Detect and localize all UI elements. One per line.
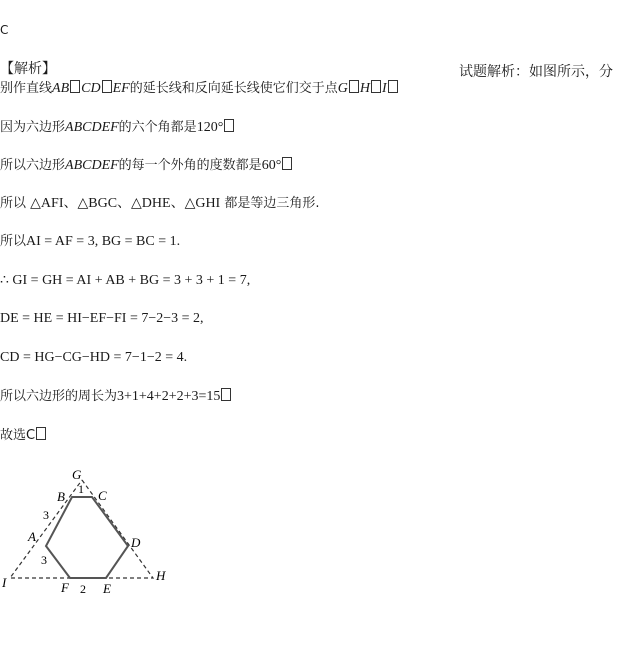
- label-i: I: [2, 575, 7, 590]
- answer-text: C: [0, 23, 9, 37]
- analysis-intro: 试题解析：如图所示，分: [459, 64, 613, 80]
- label-c: C: [98, 488, 107, 503]
- solution-line-3: 因为六边形ABCDEF的六个角都是120°: [0, 119, 235, 136]
- length-fe: 2: [80, 582, 86, 596]
- solution-line-7: ∴ GI = GH = AI + AB + BG = 3 + 3 + 1 = 7,: [0, 273, 251, 288]
- solution-line-11: 故选C: [0, 427, 47, 444]
- solution-line-4: 所以六边形ABCDEF的每一个外角的度数都是60°: [0, 157, 293, 174]
- missing-glyph-box: [282, 157, 292, 170]
- label-b: B: [57, 489, 65, 504]
- missing-glyph-box: [388, 80, 398, 93]
- solution-line-2: 别作直线AB CD EF的延长线和反向延长线使它们交于点G H I: [0, 80, 399, 97]
- solution-line-5: 所以 △AFI、△BGC、△DHE、△GHI 都是等边三角形.: [0, 196, 320, 211]
- missing-glyph-box: [349, 80, 359, 93]
- solution-line-10: 所以六边形的周长为3+1+4+2+2+3=15: [0, 388, 232, 405]
- hexagon-figure: [0, 462, 180, 602]
- analysis-heading: 【解析】: [0, 61, 56, 77]
- length-af: 3: [41, 553, 47, 567]
- length-ab: 3: [43, 508, 49, 522]
- solution-line-9: CD = HG−CG−HD = 7−1−2 = 4.: [0, 350, 188, 365]
- missing-glyph-box: [102, 80, 112, 93]
- missing-glyph-box: [224, 119, 234, 132]
- label-f: F: [61, 580, 69, 595]
- missing-glyph-box: [221, 388, 231, 401]
- hexagon-abcdef: [46, 497, 128, 578]
- missing-glyph-box: [70, 80, 80, 93]
- label-h: H: [156, 568, 166, 583]
- label-e: E: [103, 581, 111, 596]
- label-a: A: [28, 529, 36, 544]
- solution-line-6: 所以AI = AF = 3, BG = BC = 1.: [0, 234, 181, 249]
- solution-line-8: DE = HE = HI−EF−FI = 7−2−3 = 2,: [0, 311, 204, 326]
- length-bg: 1: [78, 482, 84, 496]
- label-d: D: [131, 535, 141, 550]
- missing-glyph-box: [36, 427, 46, 440]
- label-g: G: [72, 467, 82, 482]
- missing-glyph-box: [371, 80, 381, 93]
